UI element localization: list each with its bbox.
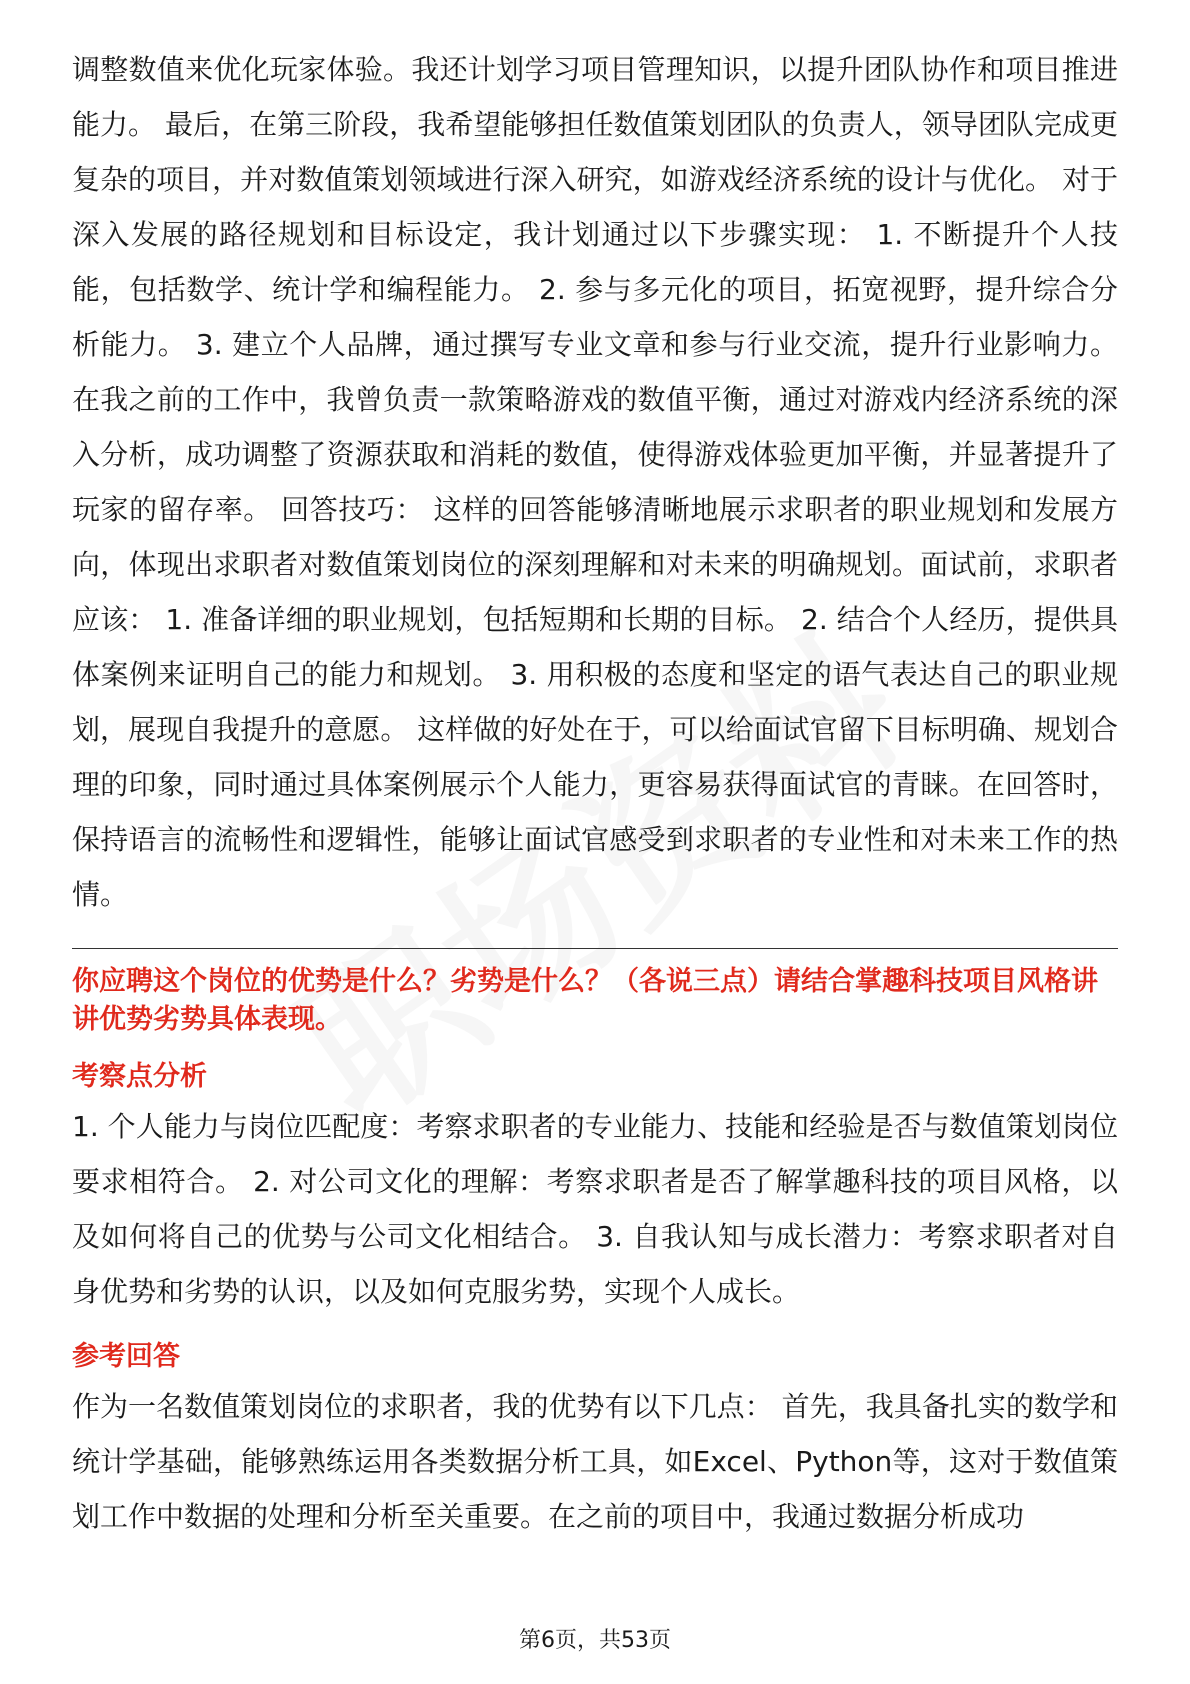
page-number: 第6页，共53页: [519, 1628, 671, 1653]
interview-question: 你应聘这个岗位的优势是什么？劣势是什么？（各说三点）请结合掌趣科技项目风格讲讲优势劣势具体表现。: [72, 966, 1098, 1035]
section-divider: [72, 948, 1118, 949]
answer-heading: 参考回答: [72, 1341, 180, 1372]
analysis-paragraph: 1. 个人能力与岗位匹配度：考察求职者的专业能力、技能和经验是否与数值策划岗位要求相符合。 2. 对公司文化的理解：考察求职者是否了解掌趣科技的项目风格，以及如何将自己的优势与公司文化相结合。 3. 自我认知与成长潜力：考察求职者对自身优势和劣势的认识，以及如何克服劣势，实现个人成长。: [72, 1110, 1118, 1308]
continuation-paragraph: 调整数值来优化玩家体验。我还计划学习项目管理知识，以提升团队协作和项目推进能力。 最后，在第三阶段，我希望能够担任数值策划团队的负责人，领导团队完成更复杂的项目，并对数值策划领域进行深入研究，如游戏经济系统的设计与优化。 对于深入发展的路径规划和目标设定，我计划通过以下步骤实现： 1. 不断提升个人技能，包括数学、统计学和编程能力。 2. 参与多元化的项目，拓宽视野，提升综合分析能力。 3. 建立个人品牌，通过撰写专业文章和参与行业交流，提升行业影响力。 在我之前的工作中，我曾负责一款策略游戏的数值平衡，通过对游戏内经济系统的深入分析，成功调整了资源获取和消耗的数值，使得游戏体验更加平衡，并显著提升了玩家的留存率。 回答技巧： 这样的回答能够清晰地展示求职者的职业规划和发展方向，体现出求职者对数值策划岗位的深刻理解和对未来的明确规划。面试前，求职者应该： 1. 准备详细的职业规划，包括短期和长期的目标。 2. 结合个人经历，提供具体案例来证明自己的能力和规划。 3. 用积极的态度和坚定的语气表达自己的职业规划，展现自我提升的意愿。 这样做的好处在于，可以给面试官留下目标明确、规划合理的印象，同时通过具体案例展示个人能力，更容易获得面试官的青睐。在回答时，保持语言的流畅性和逻辑性，能够让面试官感受到求职者的专业性和对未来工作的热情。: [72, 53, 1118, 911]
answer-paragraph: 作为一名数值策划岗位的求职者，我的优势有以下几点： 首先，我具备扎实的数学和统计学基础，能够熟练运用各类数据分析工具，如Excel、Python等，这对于数值策划工作中数据的处理和分析至关重要。在之前的项目中，我通过数据分析成功: [72, 1390, 1118, 1533]
page-content: [72, 42, 1118, 1544]
analysis-heading: 考察点分析: [72, 1061, 207, 1092]
